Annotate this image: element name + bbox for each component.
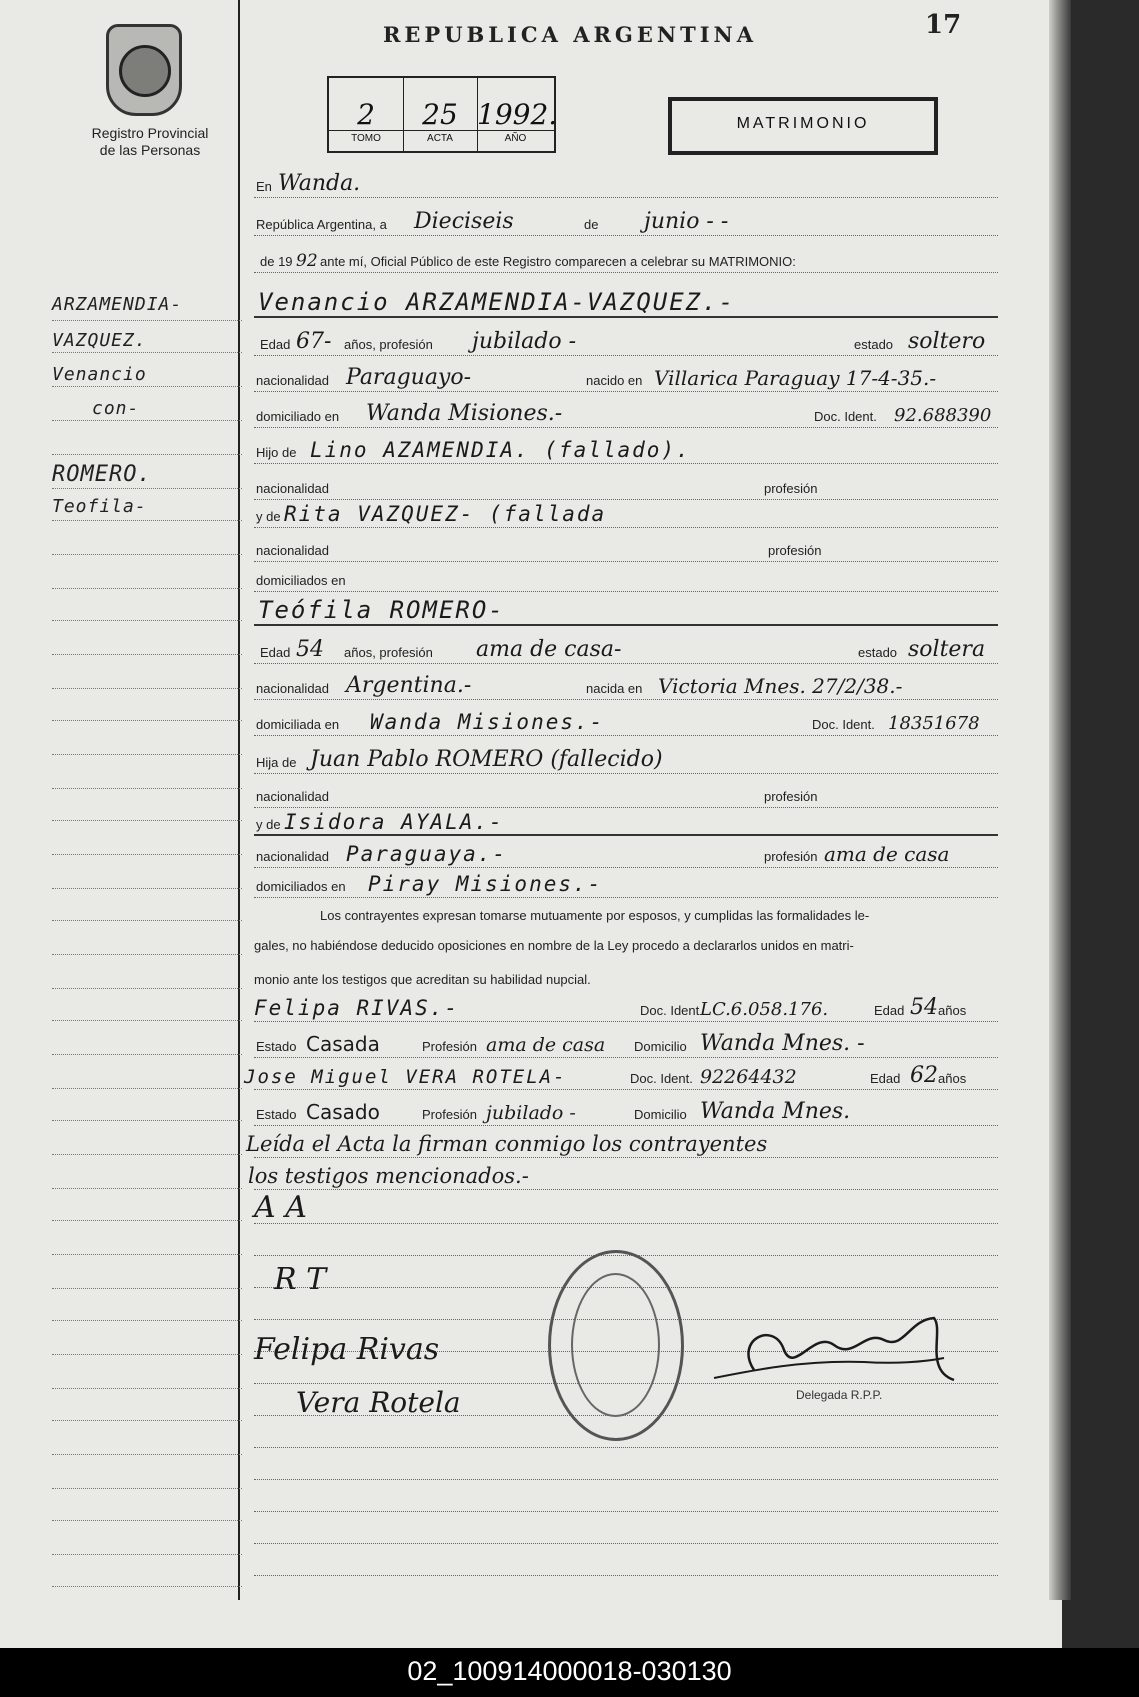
anio-cell xyxy=(477,78,558,151)
year-value: 92 xyxy=(296,251,318,271)
acta-label: ACTA xyxy=(403,130,477,144)
tomo-value: 2 xyxy=(357,98,375,131)
ruled-line xyxy=(254,1452,998,1482)
scan-footer xyxy=(0,1648,1139,1697)
signature-3: Felipa Rivas xyxy=(254,1332,440,1367)
groom-father: Lino AZAMENDIA. (fallado). xyxy=(310,438,691,462)
groom-mother: Rita VAZQUEZ- (fallada xyxy=(284,502,607,526)
acta-value: 25 xyxy=(422,98,458,131)
groom-father-line: Hijo de Lino AZAMENDIA. (fallado). xyxy=(254,436,998,466)
bride-age: 54 xyxy=(296,637,324,662)
witness-2-name: Jose Miguel VERA ROTELA- xyxy=(244,1066,567,1088)
margin-note: ROMERO. xyxy=(52,462,152,487)
witness-1-details-line: Estado Casada Profesión ama de casa Domicilio Wanda Mnes. - xyxy=(254,1030,998,1060)
closing-line xyxy=(248,1162,998,1192)
bride-parents-address: Piray Misiones.- xyxy=(368,872,603,896)
groom-address: Wanda Misiones.- xyxy=(366,401,563,426)
anio-label: AÑO xyxy=(477,130,554,144)
anio-value: 1992. xyxy=(477,98,558,131)
record-type-box xyxy=(668,97,938,155)
declaration-line: gales, no habiéndose deducido oposiciones en nombre de la Ley procedo a declararlos unidos en matri- xyxy=(254,938,854,953)
groom-mother-line: y de Rita VAZQUEZ- (fallada xyxy=(254,500,998,530)
groom-status: soltero xyxy=(908,329,986,354)
bride-mother-nationality-line: nacionalidad Paraguaya.- profesión ama de casa xyxy=(254,840,998,870)
witness-2-status: Casado xyxy=(306,1100,380,1124)
witness-2-details-line: Estado Casado Profesión jubilado - Domicilio Wanda Mnes. xyxy=(254,1098,998,1128)
groom-name: Venancio ARZAMENDIA-VAZQUEZ.- xyxy=(258,288,736,316)
bride-mother-nationality: Paraguaya.- xyxy=(346,842,508,866)
bride-father-line: Hija de Juan Pablo ROMERO (fallecido) xyxy=(254,746,998,776)
bride-address-line: domiciliada en Wanda Misiones.- Doc. Ident. 18351678 xyxy=(254,708,998,738)
book-binding xyxy=(1049,0,1071,1600)
acta-cell xyxy=(403,78,478,151)
margin-note: ARZAMENDIA- xyxy=(52,294,183,315)
witness-1-name: Felipa RIVAS.- xyxy=(254,996,460,1020)
margin-note: con- xyxy=(92,398,140,419)
declaration-line: Los contrayentes expresan tomarse mutuamente por esposos, y cumplidas las formalidades le- xyxy=(320,908,870,923)
witness-1-age: 54 xyxy=(910,995,938,1020)
bride-status: soltera xyxy=(908,637,986,662)
closing-text: los testigos mencionados.- xyxy=(248,1164,529,1188)
bride-father: Juan Pablo ROMERO (fallecido) xyxy=(310,747,663,772)
appearance-line: de 19 92 ante mí, Oficial Público de este Registro comparecen a celebrar su MATRIMONIO: xyxy=(254,245,998,275)
groom-parents-address-line: domiciliados en xyxy=(254,564,998,594)
record-reference-box xyxy=(327,76,556,153)
groom-address-line: domiciliado en Wanda Misiones.- Doc. Ident. 92.688390 xyxy=(254,400,998,430)
bride-nationality-line: nacionalidad Argentina.- nacida en Victoria Mnes. 27/2/38.- xyxy=(254,672,998,702)
witness-1-address: Wanda Mnes. - xyxy=(700,1031,865,1056)
ruled-line xyxy=(254,1484,998,1514)
page-number: 17 xyxy=(925,10,962,40)
witness-2-doc: 92264432 xyxy=(700,1066,797,1088)
signature-2: R T xyxy=(274,1262,327,1297)
bride-mother-line: y de Isidora AYALA.- xyxy=(254,808,998,838)
scan-code: 02_100914000018-030130 xyxy=(407,1656,732,1686)
signature-4: Vera Rotela xyxy=(296,1386,461,1419)
witness-2-profession: jubilado - xyxy=(486,1102,576,1124)
margin-note: Teofila- xyxy=(52,496,147,517)
groom-nationality-line: nacionalidad Paraguayo- nacido en Villarica Paraguay 17-4-35.- xyxy=(254,364,998,394)
office-name: Registro Provincial de las Personas xyxy=(91,125,209,158)
witness-1-status: Casada xyxy=(306,1032,380,1056)
provincial-crest-logo xyxy=(106,24,182,116)
ruled-line xyxy=(254,1548,998,1578)
bride-birth: Victoria Mnes. 27/2/38.- xyxy=(658,674,903,698)
groom-nationality: Paraguayo- xyxy=(346,365,472,390)
bride-nationality: Argentina.- xyxy=(346,673,472,698)
ruled-line xyxy=(254,1516,998,1546)
groom-profession: jubilado - xyxy=(472,329,577,354)
ruled-line xyxy=(254,1196,998,1226)
bride-doc: 18351678 xyxy=(888,713,980,734)
country-title: REPUBLICA ARGENTINA xyxy=(382,22,758,47)
signature-1: A A xyxy=(254,1190,307,1225)
groom-age: 67- xyxy=(296,329,332,354)
margin-note: VAZQUEZ. xyxy=(52,330,147,351)
margin-column xyxy=(0,0,240,1600)
tomo-cell xyxy=(329,78,404,151)
bride-parents-address-line: domiciliados en Piray Misiones.- xyxy=(254,870,998,900)
groom-birth: Villarica Paraguay 17-4-35.- xyxy=(654,366,937,390)
groom-mother-nationality-line: nacionalidad profesión xyxy=(254,534,998,564)
declaration-line: monio ante los testigos que acreditan su habilidad nupcial. xyxy=(254,972,591,987)
bride-father-nationality-line: nacionalidad profesión xyxy=(254,780,998,810)
official-seal-stamp xyxy=(548,1250,684,1441)
margin-note: Venancio xyxy=(52,364,147,385)
groom-age-line: Edad 67- años, profesión jubilado - estado soltero xyxy=(254,328,998,358)
witness-1-line: Felipa RIVAS.- Doc. Ident LC.6.058.176. Edad 54 años xyxy=(254,994,998,1024)
bride-mother-profession: ama de casa xyxy=(824,842,950,866)
place-line: En Wanda. xyxy=(254,170,998,200)
tomo-label: TOMO xyxy=(329,130,403,144)
witness-1-profession: ama de casa xyxy=(486,1034,606,1056)
closing-text: Leída el Acta la firman conmigo los contrayentes xyxy=(246,1132,768,1156)
day-value: Dieciseis xyxy=(414,209,514,234)
witness-1-doc: LC.6.058.176. xyxy=(700,999,829,1020)
month-value: junio - - xyxy=(644,209,729,234)
witness-2-line: Jose Miguel VERA ROTELA- Doc. Ident. 92264432 Edad 62 años xyxy=(254,1062,998,1092)
witness-2-address: Wanda Mnes. xyxy=(700,1099,851,1124)
bride-age-line: Edad 54 años, profesión ama de casa- estado soltera xyxy=(254,636,998,666)
groom-doc: 92.688390 xyxy=(894,405,992,426)
bride-profession: ama de casa- xyxy=(476,637,622,662)
bride-mother: Isidora AYALA.- xyxy=(284,810,504,834)
groom-father-nationality-line: nacionalidad profesión xyxy=(254,472,998,502)
place-value: Wanda. xyxy=(278,171,361,196)
bride-name: Teófila ROMERO- xyxy=(258,596,505,624)
groom-name-line xyxy=(254,290,998,320)
official-title: Delegada R.P.P. xyxy=(796,1388,883,1402)
bride-address: Wanda Misiones.- xyxy=(370,710,605,734)
closing-line xyxy=(246,1130,998,1160)
date-line: República Argentina, a Dieciseis de junio - - xyxy=(254,208,998,238)
record-type: MATRIMONIO xyxy=(736,115,870,132)
bride-name-line xyxy=(254,598,998,628)
witness-2-age: 62 xyxy=(910,1063,938,1088)
margin-divider xyxy=(238,0,240,1600)
